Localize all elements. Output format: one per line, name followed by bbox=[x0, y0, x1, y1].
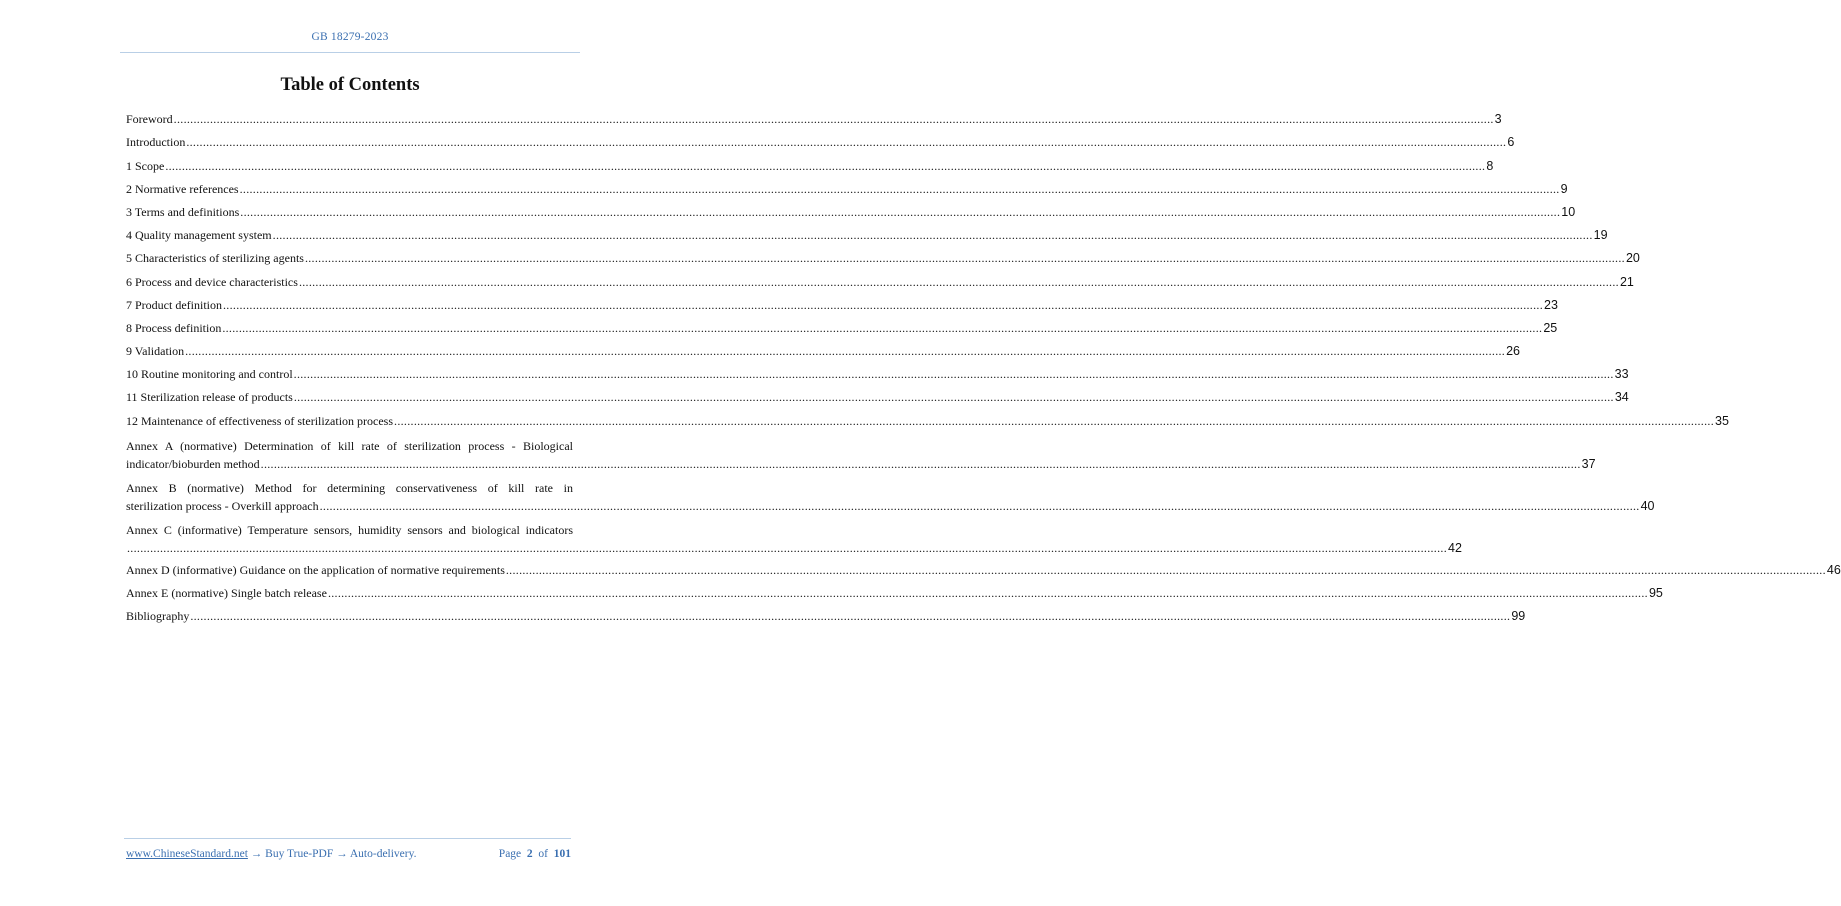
dot-leader: ................................................................................................................................................................................................................................................................................................................................................................................................................ bbox=[127, 540, 1447, 555]
toc-entry-label: 12 Maintenance of effectiveness of sterilization process bbox=[126, 413, 394, 428]
toc-entry[interactable] bbox=[126, 129, 1515, 152]
toc-page-number: 34 bbox=[1614, 390, 1629, 405]
toc-entry[interactable] bbox=[126, 222, 1608, 245]
current-page-number: 2 bbox=[526, 848, 533, 860]
toc-entry[interactable] bbox=[126, 557, 1841, 580]
toc-entry-label: Bibliography bbox=[126, 609, 190, 624]
auto-delivery-text: Auto-delivery. bbox=[349, 848, 417, 860]
dot-leader: ................................................................................................................................................................................................................................................................................................................................................................................................................ bbox=[304, 251, 1625, 266]
toc-entry[interactable] bbox=[126, 361, 1629, 384]
toc-page-number: 46 bbox=[1826, 562, 1841, 577]
toc-entry-label: 9 Validation bbox=[126, 344, 185, 359]
header-divider bbox=[120, 52, 580, 53]
toc-page-number: 3 bbox=[1494, 112, 1502, 127]
toc-entry-label: 7 Product definition bbox=[126, 297, 222, 312]
arrow-icon: → bbox=[250, 848, 263, 860]
toc-entry[interactable] bbox=[126, 268, 1634, 291]
standard-id: GB 18279-2023 bbox=[311, 31, 389, 43]
toc-entry[interactable] bbox=[126, 245, 1640, 268]
footer-divider bbox=[124, 838, 571, 839]
toc-entry-label: 3 Terms and definitions bbox=[126, 204, 240, 219]
toc-page-number: 42 bbox=[1448, 540, 1462, 555]
dot-leader: ................................................................................................................................................................................................................................................................................................................................................................................................................ bbox=[327, 586, 1648, 600]
table-of-contents bbox=[126, 106, 1841, 626]
toc-entry-label-line2: sterilization process - Overkill approach bbox=[126, 498, 319, 513]
toc-page-number: 6 bbox=[1507, 135, 1515, 150]
dot-leader: ................................................................................................................................................................................................................................................................................................................................................................................................................ bbox=[260, 456, 1581, 471]
toc-page-number: 95 bbox=[1648, 586, 1663, 600]
page-title: Table of Contents bbox=[280, 75, 420, 95]
page-indicator: Page 2 of 101 bbox=[498, 848, 571, 860]
site-link[interactable]: www.ChineseStandard.net bbox=[126, 848, 248, 860]
arrow-icon: → bbox=[336, 848, 348, 860]
dot-leader: ................................................................................................................................................................................................................................................................................................................................................................................................................ bbox=[293, 367, 1614, 382]
toc-entry[interactable] bbox=[126, 199, 1576, 222]
toc-entry[interactable] bbox=[126, 338, 1521, 361]
toc-page-number: 20 bbox=[1625, 251, 1640, 266]
toc-entry[interactable] bbox=[126, 603, 1526, 626]
toc-entry-label: 5 Characteristics of sterilizing agents bbox=[126, 251, 304, 266]
running-header bbox=[120, 31, 580, 43]
toc-entry-label: 2 Normative references bbox=[126, 181, 239, 196]
toc-entry-label: 1 Scope bbox=[126, 158, 165, 173]
toc-page-number: 19 bbox=[1593, 228, 1608, 243]
toc-entry-label: Foreword bbox=[126, 112, 173, 127]
dot-leader: ................................................................................................................................................................................................................................................................................................................................................................................................................ bbox=[190, 609, 1511, 624]
toc-page-number: 26 bbox=[1506, 344, 1521, 359]
toc-page-number: 9 bbox=[1560, 181, 1568, 196]
toc-page-number: 23 bbox=[1544, 297, 1558, 312]
dot-leader: ................................................................................................................................................................................................................................................................................................................................................................................................................ bbox=[298, 274, 1619, 289]
footer bbox=[126, 848, 571, 860]
dot-leader: ................................................................................................................................................................................................................................................................................................................................................................................................................ bbox=[185, 344, 1506, 359]
toc-page-number: 37 bbox=[1581, 456, 1596, 471]
toc-entry[interactable] bbox=[126, 521, 1462, 557]
dot-leader: ................................................................................................................................................................................................................................................................................................................................................................................................................ bbox=[505, 562, 1826, 577]
dot-leader: ................................................................................................................................................................................................................................................................................................................................................................................................................ bbox=[222, 320, 1543, 335]
toc-entry-label-line1: Annex B (normative) Method for determining conservativeness of kill rate in bbox=[126, 480, 573, 495]
toc-page-number: 25 bbox=[1543, 320, 1558, 335]
toc-page-number: 33 bbox=[1614, 367, 1629, 382]
toc-entry[interactable] bbox=[126, 437, 1596, 473]
toc-entry-label-line2: indicator/bioburden method bbox=[126, 456, 260, 471]
toc-entry[interactable] bbox=[126, 384, 1629, 407]
dot-leader: ................................................................................................................................................................................................................................................................................................................................................................................................................ bbox=[394, 413, 1715, 428]
toc-entry[interactable] bbox=[126, 580, 1663, 603]
toc-page-number: 8 bbox=[1486, 158, 1494, 173]
dot-leader: ................................................................................................................................................................................................................................................................................................................................................................................................................ bbox=[319, 498, 1640, 513]
dot-leader: ................................................................................................................................................................................................................................................................................................................................................................................................................ bbox=[293, 390, 1614, 405]
toc-entry-label: Annex E (normative) Single batch release bbox=[126, 586, 327, 600]
toc-entry[interactable] bbox=[126, 407, 1729, 430]
toc-entry-label: 11 Sterilization release of products bbox=[126, 390, 293, 405]
toc-entry-label: 4 Quality management system bbox=[126, 228, 272, 243]
dot-leader: ................................................................................................................................................................................................................................................................................................................................................................................................................ bbox=[165, 158, 1486, 173]
toc-page-number: 10 bbox=[1561, 204, 1576, 219]
dot-leader: ................................................................................................................................................................................................................................................................................................................................................................................................................ bbox=[239, 181, 1560, 196]
toc-entry[interactable] bbox=[126, 176, 1568, 199]
dot-leader: ................................................................................................................................................................................................................................................................................................................................................................................................................ bbox=[240, 204, 1561, 219]
toc-page-number: 40 bbox=[1640, 498, 1655, 513]
toc-page-number: 21 bbox=[1619, 274, 1634, 289]
toc-entry-label: 8 Process definition bbox=[126, 320, 222, 335]
buy-true-pdf-link[interactable]: Buy True-PDF bbox=[265, 848, 334, 860]
toc-entry[interactable] bbox=[126, 292, 1558, 315]
dot-leader: ................................................................................................................................................................................................................................................................................................................................................................................................................ bbox=[272, 228, 1593, 243]
toc-entry-label: 6 Process and device characteristics bbox=[126, 274, 298, 289]
toc-entry-label: 10 Routine monitoring and control bbox=[126, 367, 293, 382]
toc-entry[interactable] bbox=[126, 152, 1494, 175]
dot-leader: ................................................................................................................................................................................................................................................................................................................................................................................................................ bbox=[223, 297, 1543, 312]
dot-leader: ................................................................................................................................................................................................................................................................................................................................................................................................................ bbox=[186, 135, 1507, 150]
toc-page-number: 99 bbox=[1511, 609, 1526, 624]
toc-entry[interactable] bbox=[126, 479, 1655, 515]
toc-entry[interactable] bbox=[126, 315, 1558, 338]
toc-entry-label-line1: Annex C (informative) Temperature sensors, humidity sensors and biological indicators bbox=[126, 522, 573, 537]
toc-page-number: 35 bbox=[1715, 413, 1729, 428]
toc-entry[interactable] bbox=[126, 106, 1502, 129]
toc-entry-label: Introduction bbox=[126, 135, 186, 150]
toc-entry-label: Annex D (informative) Guidance on the application of normative requirements bbox=[126, 562, 505, 577]
total-pages: 101 bbox=[553, 848, 571, 860]
dot-leader: ................................................................................................................................................................................................................................................................................................................................................................................................................ bbox=[173, 112, 1494, 127]
toc-entry-label-line1: Annex A (normative) Determination of kill rate of sterilization process - Biological bbox=[126, 438, 573, 453]
footer-links bbox=[126, 848, 417, 860]
